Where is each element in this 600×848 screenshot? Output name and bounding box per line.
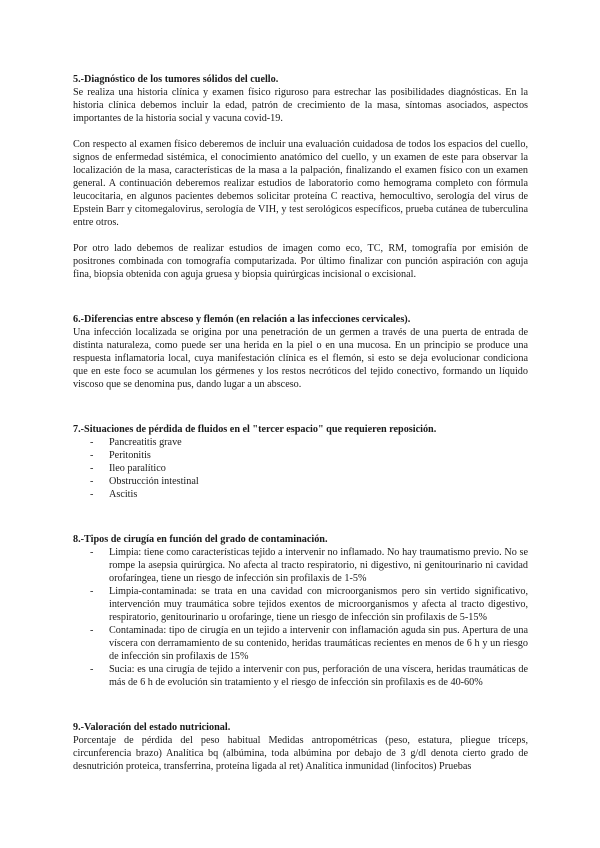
section-5 — [73, 73, 528, 281]
list-item: - Ileo paralítico — [73, 462, 528, 475]
section-6 — [73, 313, 528, 391]
section-9 — [73, 721, 528, 773]
list-item: - Contaminada: tipo de cirugía en un tejido a intervenir con inflamación aguda sin pus. Apertura de una víscera con derramamiento de su contenido, heridas traumáticas recientes en menos de 6 h y un riesgo de infección sin profilaxis de 15% — [73, 624, 528, 663]
section-6-heading: 6.-Diferencias entre absceso y flemón (en relación a las infecciones cervicales). — [73, 314, 411, 325]
section-8-heading: 8.-Tipos de cirugía en función del grado de contaminación. — [73, 534, 328, 545]
section-5-paragraph-1: Se realiza una historia clínica y examen físico riguroso para estrechar las posibilidades diagnósticas. En la historia clínica debemos incluir la edad, patrón de crecimiento de la masa, síntomas asociados, aspectos importantes de la historia social y vacuna covid-19. — [73, 87, 528, 124]
section-5-heading: 5.-Diagnóstico de los tumores sólidos del cuello. — [73, 74, 279, 85]
section-7 — [73, 423, 528, 501]
section-7-heading: 7.-Situaciones de pérdida de fluidos en el "tercer espacio" que requieren reposición. — [73, 424, 437, 435]
section-9-heading: 9.-Valoración del estado nutricional. — [73, 722, 231, 733]
list-item: - Obstrucción intestinal — [73, 475, 528, 488]
section-8-list — [73, 546, 528, 689]
section-5-paragraph-3: Por otro lado debemos de realizar estudios de imagen como eco, TC, RM, tomografía por emisión de positrones combinada con tomografía computarizada. Por último finalizar con punción aspiración con aguja fina, biopsia obtenida con aguja gruesa y biopsia quirúrgicas incisional o excisional. — [73, 243, 528, 280]
section-5-paragraph-2: Con respecto al examen físico deberemos de incluir una evaluación cuidadosa de todos los espacios del cuello, signos de enfermedad sistémica, el conocimiento anatómico del cuello, y un examen de este para observar la localización de la masa, características de la masa a la palpación, finalizando el examen físico con un examen general. A continuación deberemos realizar estudios de laboratorio como hemograma completo con fórmula leucocitaria, en algunos pacientes debemos solicitar proteína C reactiva, hemocultivo, serología del virus de Epstein Barr y citomegalovirus, serología de VIH, y test serológicos específicos, prueba cutánea de tuberculina entre otros. — [73, 139, 528, 228]
list-item: - Sucia: es una cirugía de tejido a intervenir con pus, perforación de una víscera, heridas traumáticas de más de 6 h de evolución sin tratamiento y el riesgo de infección sin profilaxis es de 40-60% — [73, 663, 528, 689]
list-item: - Peritonitis — [73, 449, 528, 462]
list-item: - Ascitis — [73, 488, 528, 501]
section-8 — [73, 533, 528, 689]
section-6-paragraph-1: Una infección localizada se origina por una penetración de un germen a través de una puerta de entrada de distinta naturaleza, como puede ser una herida en la piel o en una mucosa. En un principio se produce una respuesta inflamatoria local, cuya manifestación clínica es el flemón, si esto se deja evolucionar condiciona que en este foco se acumulan los gérmenes y los restos necróticos del tejido conectivo, formando un líquido viscoso que se denomina pus, dando lugar a un absceso. — [73, 327, 528, 390]
list-item: - Limpia-contaminada: se trata en una cavidad con microorganismos pero sin vertido significativo, intervención muy traumática sobre tejidos exentos de microorganismos y afecta al tracto digestivo, respiratorio, genitourinario u orofaringe, tiene un riesgo de infección sin profilaxis de 5-15% — [73, 585, 528, 624]
section-7-list — [73, 436, 528, 501]
list-item: - Pancreatitis grave — [73, 436, 528, 449]
document-body — [73, 73, 528, 773]
list-item: - Limpia: tiene como características tejido a intervenir no inflamado. No hay traumatismo previo. No se rompe la asepsia quirúrgica. No afecta al tracto respiratorio, ni digestivo, ni genitourinario ni cavidad orofaríngea, tiene un riesgo de infección sin profilaxis de 1-5% — [73, 546, 528, 585]
section-9-paragraph-1: Porcentaje de pérdida del peso habitual Medidas antropométricas (peso, estatura, pliegue tríceps, circunferencia brazo) Analítica bq (albúmina, toda albúmina por debajo de 3 g/dl denota cierto grado de desnutrición proteica, transferrina, proteína ligada al ret) Analítica inmunidad (linfocitos) Pruebas — [73, 735, 528, 772]
